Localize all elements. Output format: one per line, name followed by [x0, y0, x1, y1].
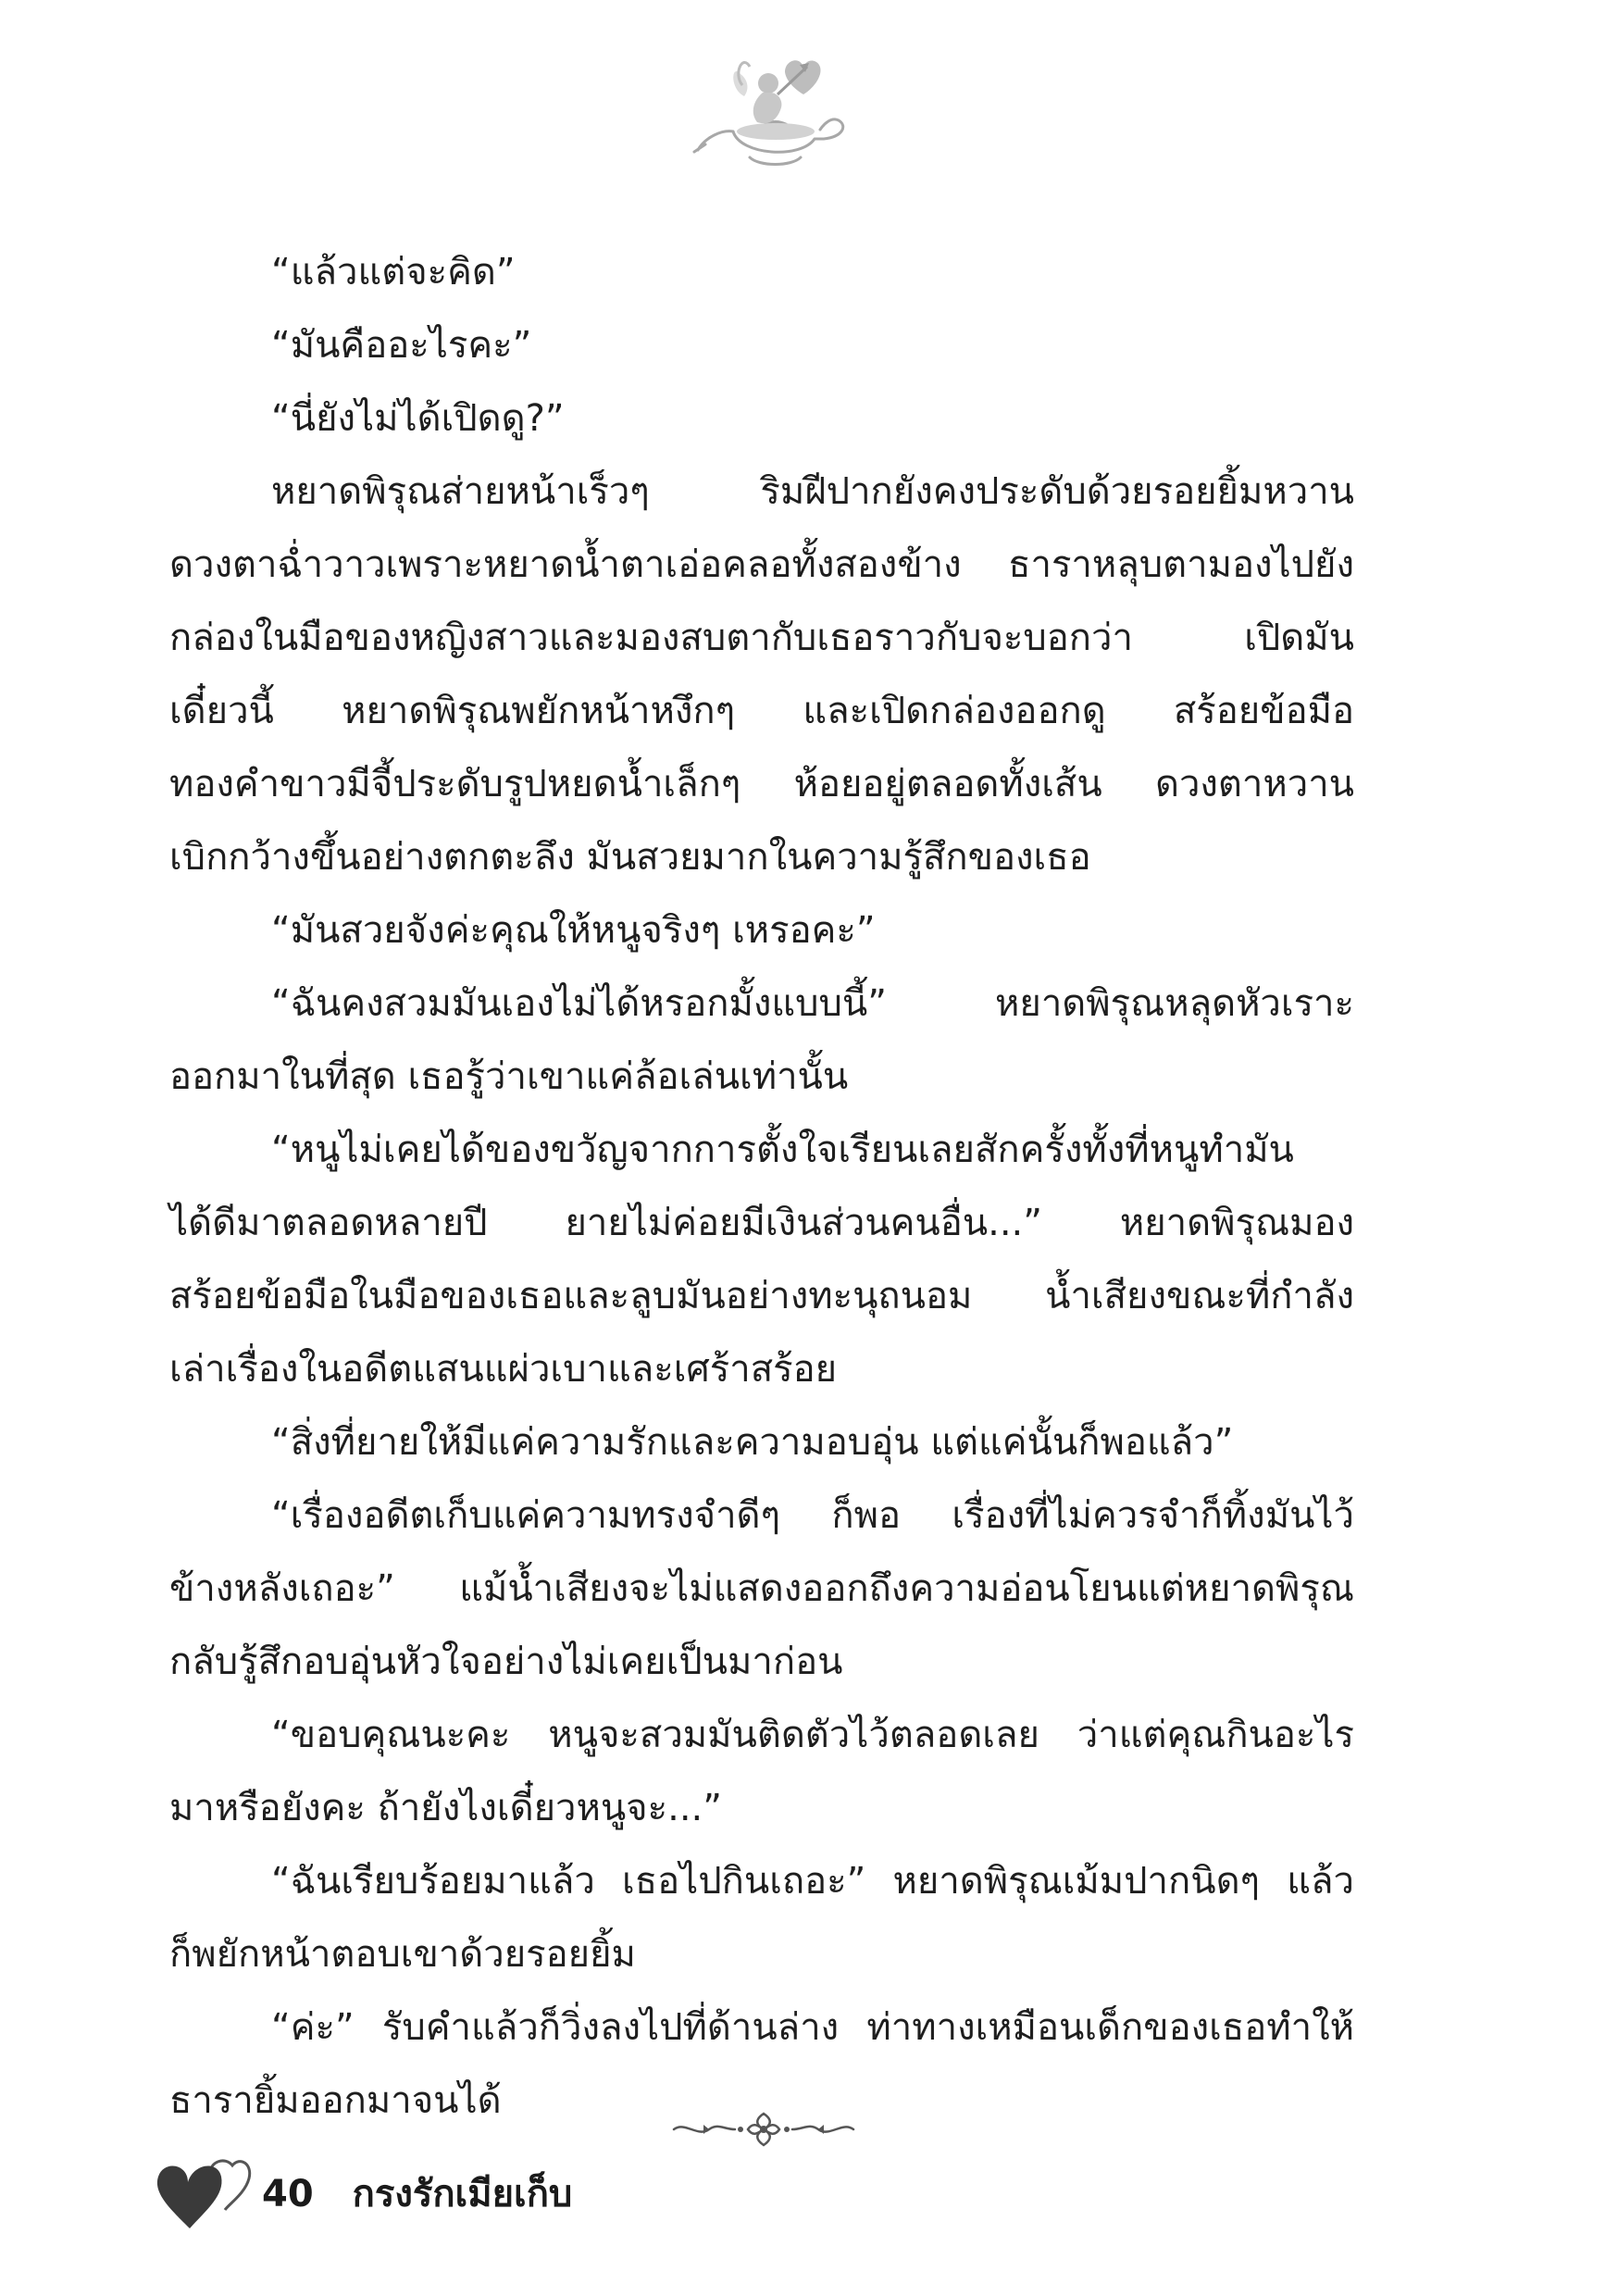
- body-text: [169, 236, 1354, 2138]
- book-title: กรงรักเมียเก็บ: [352, 2173, 573, 2215]
- text-line: ดวงตาฉ่ำวาวเพราะหยาดน้ำตาเอ่อคลอทั้งสองข้าง ธาราหลุบตามองไปยัง: [169, 543, 1354, 586]
- text-line: สร้อยข้อมือในมือของเธอและลูบมันอย่างทะนุถนอม น้ำเสียงขณะที่กำลัง: [169, 1275, 1354, 1317]
- text-line: “สิ่งที่ยายให้มีแค่ความรักและความอบอุ่น แต่แค่นั้นก็พอแล้ว”: [271, 1421, 1234, 1464]
- text-line: “หนูไม่เคยได้ของขวัญจากการตั้งใจเรียนเลยสักครั้งทั้งที่หนูทำมัน: [271, 1129, 1294, 1171]
- text-line: ข้างหลังเถอะ” แม้น้ำเสียงจะไม่แสดงออกถึงความอ่อนโยนแต่หยาดพิรุณ: [169, 1567, 1354, 1610]
- text-line: หยาดพิรุณส่ายหน้าเร็วๆ ริมฝีปากยังคงประดับด้วยรอยยิ้มหวาน: [271, 470, 1354, 513]
- text-line: เดี๋ยวนี้ หยาดพิรุณพยักหน้าหงึกๆ และเปิดกล่องออกดู สร้อยข้อมือ: [169, 690, 1354, 732]
- text-line: มาหรือยังคะ ถ้ายังไงเดี๋ยวหนูจะ...”: [169, 1787, 722, 1829]
- cupid-magic-lamp-icon: [685, 46, 861, 176]
- page-footer: [262, 2171, 572, 2217]
- text-line: “ฉันเรียบร้อยมาแล้ว เธอไปกินเถอะ” หยาดพิรุณเม้มปากนิดๆ แล้ว: [271, 1860, 1354, 1903]
- text-line: “เรื่องอดีตเก็บแค่ความทรงจำดีๆ ก็พอ เรื่องที่ไม่ควรจำก็ทิ้งมันไว้: [271, 1494, 1354, 1537]
- text-line: “ฉันคงสวมมันเองไม่ได้หรอกมั้งแบบนี้” หยาดพิรุณหลุดหัวเราะ: [271, 982, 1354, 1025]
- text-line: “ขอบคุณนะคะ หนูจะสวมมันติดตัวไว้ตลอดเลย ว่าแต่คุณกินอะไร: [271, 1714, 1354, 1756]
- page-number: 40: [262, 2173, 314, 2215]
- text-line: ออกมาในที่สุด เธอรู้ว่าเขาแค่ล้อเล่นเท่านั้น: [169, 1055, 849, 1098]
- text-line: “ค่ะ” รับคำแล้วก็วิ่งลงไปที่ด้านล่าง ท่าทางเหมือนเด็กของเธอทำให้: [271, 2006, 1354, 2049]
- text-line: ได้ดีมาตลอดหลายปี ยายไม่ค่อยมีเงินส่วนคนอื่น...” หยาดพิรุณมอง: [169, 1202, 1354, 1244]
- text-line: ทองคำขาวมีจี้ประดับรูปหยดน้ำเล็กๆ ห้อยอยู่ตลอดทั้งเส้น ดวงตาหวาน: [169, 763, 1354, 805]
- text-line: กลับรู้สึกอบอุ่นหัวใจอย่างไม่เคยเป็นมาก่อน: [169, 1641, 843, 1683]
- text-line: ธารายิ้มออกมาจนได้: [169, 2079, 502, 2122]
- text-line: “มันสวยจังค่ะคุณให้หนูจริงๆ เหรอคะ”: [271, 909, 876, 952]
- text-line: “นี่ยังไม่ได้เปิดดู?”: [271, 397, 565, 440]
- text-line: เล่าเรื่องในอดีตแสนแผ่วเบาและเศร้าสร้อย: [169, 1348, 838, 1391]
- text-line: “มันคืออะไรคะ”: [271, 324, 532, 367]
- text-line: “แล้วแต่จะคิด”: [271, 251, 516, 293]
- text-line: ก็พยักหน้าตอบเขาด้วยรอยยิ้ม: [169, 1933, 636, 1976]
- text-line: เบิกกว้างขึ้นอย่างตกตะลึง มันสวยมากในความรู้สึกของเธอ: [169, 836, 1091, 879]
- flourish-divider-icon: [666, 2106, 861, 2152]
- text-line: กล่องในมือของหญิงสาวและมองสบตากับเธอราวกับจะบอกว่า เปิดมัน: [169, 617, 1354, 659]
- double-heart-icon: [151, 2152, 253, 2240]
